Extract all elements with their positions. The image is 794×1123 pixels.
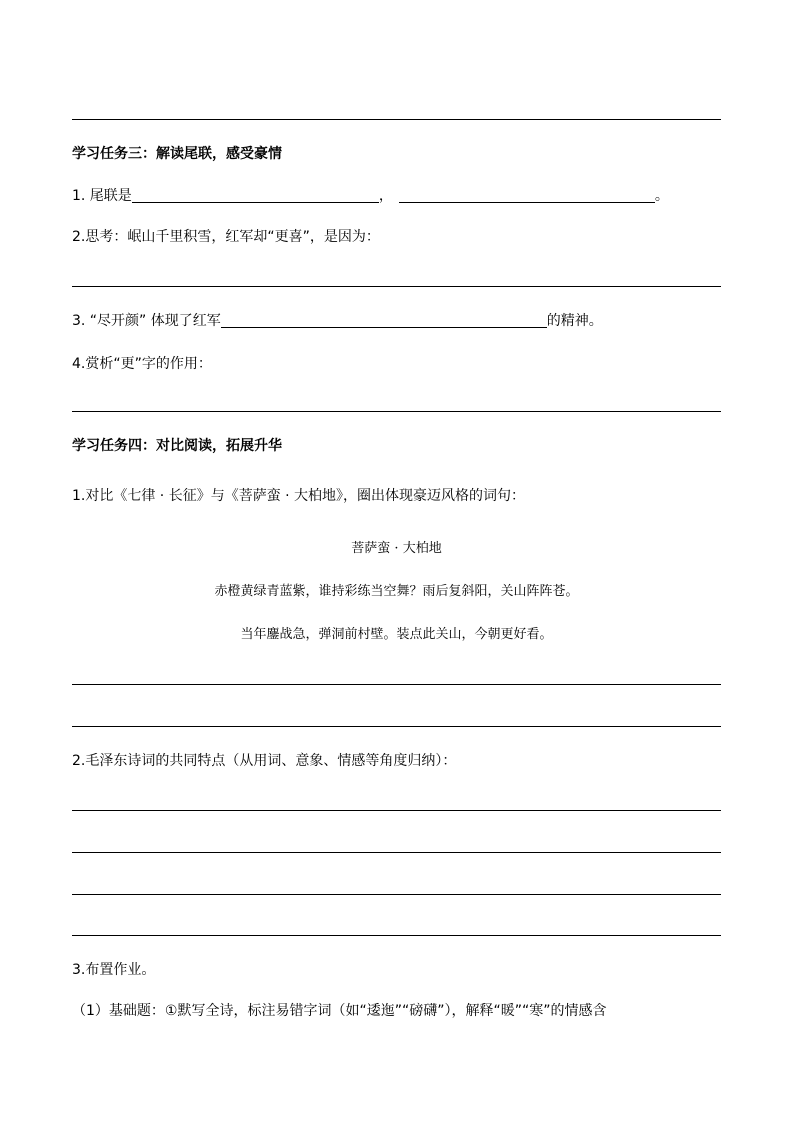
task3-question-1 <box>72 187 669 205</box>
q3-suffix: 的精神。 <box>546 313 603 329</box>
task4-heading: 学习任务四：对比阅读，拓展升华 <box>72 438 282 454</box>
poem-line-2: 当年鏖战急，弹洞前村壁。装点此关山，今朝更好看。 <box>240 627 553 642</box>
task4-question-1: 1.对比《七律 · 长征》与《菩萨蛮 · 大柏地》，圈出体现豪迈风格的词句： <box>72 488 526 504</box>
q1-blank-1[interactable] <box>132 188 379 203</box>
q2-answer-line-1[interactable] <box>72 810 721 811</box>
q1-blank-2[interactable] <box>399 188 655 203</box>
task3-heading: 学习任务三：解读尾联，感受豪情 <box>72 146 282 162</box>
q4-answer-line[interactable] <box>72 411 721 412</box>
q2-answer-line[interactable] <box>72 286 721 287</box>
q2-answer-line-2[interactable] <box>72 852 721 853</box>
q3-prefix: 3. “尽开颜” 体现了红军 <box>72 313 221 329</box>
q1-prefix: 1. 尾联是 <box>72 188 132 204</box>
poem-line-1: 赤橙黄绿青蓝紫，谁持彩练当空舞？雨后复斜阳，关山阵阵苍。 <box>214 584 579 599</box>
q1-answer-line-2[interactable] <box>72 726 721 727</box>
q1-comma: ， <box>378 188 393 204</box>
task4-question-2: 2.毛泽东诗词的共同特点（从用词、意象、情感等角度归纳）： <box>72 753 457 769</box>
q2-answer-line-4[interactable] <box>72 935 721 936</box>
q1-end: 。 <box>654 188 669 204</box>
homework-item-1: （1）基础题：①默写全诗，标注易错字词（如“逶迤”“磅礴”），解释“暖”“寒”的情感含 <box>72 1003 607 1019</box>
top-rule <box>72 119 721 120</box>
q3-blank[interactable] <box>221 313 547 328</box>
q2-answer-line-3[interactable] <box>72 894 721 895</box>
poem-title: 菩萨蛮 · 大柏地 <box>351 541 442 556</box>
task4-question-3: 3.布置作业。 <box>72 962 156 978</box>
q1-answer-line-1[interactable] <box>72 684 721 685</box>
task3-question-4: 4.赏析“更”字的作用： <box>72 356 212 372</box>
task3-question-3 <box>72 312 603 330</box>
task3-question-2: 2.思考：岷山千里积雪，红军却“更喜”，是因为： <box>72 229 380 245</box>
